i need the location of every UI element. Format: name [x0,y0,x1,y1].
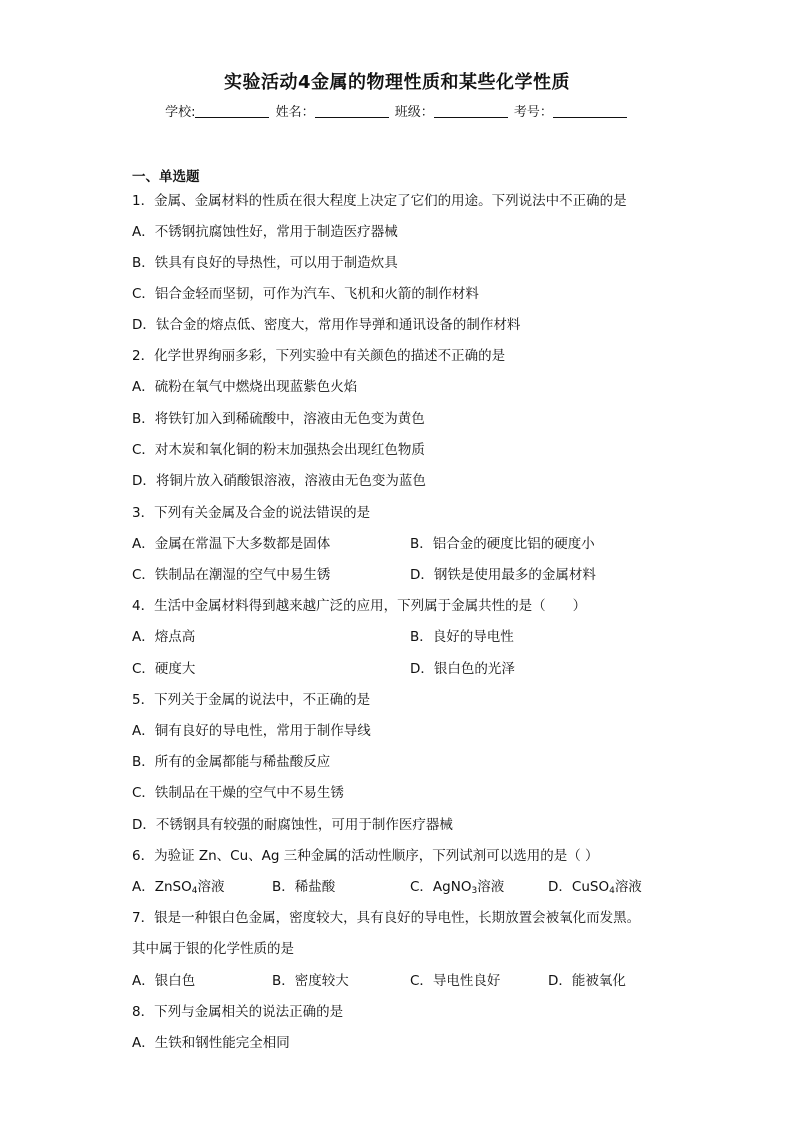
page-title: 实验活动4金属的物理性质和某些化学性质 [223,72,571,93]
exam-number-label: 考号： [513,105,553,120]
q2-stem: 2．化学世界绚丽多彩，下列实验中有关颜色的描述不正确的是 [132,348,506,364]
q4-stem: 4．生活中金属材料得到越来越广泛的应用，下列属于金属共性的是（ ） [132,598,587,614]
class-blank[interactable] [434,105,508,118]
q5-option-b: B．所有的金属都能与稀盐酸反应 [132,754,331,770]
q4-option-a: A．熔点高 [132,629,196,645]
q5-option-a: A．铜有良好的导电性，常用于制作导线 [132,723,371,739]
q8-stem: 8．下列与金属相关的说法正确的是 [132,1004,344,1020]
q1-option-d: D．钛合金的熔点低、密度大，常用作导弹和通讯设备的制作材料 [132,317,521,333]
q2-option-d: D．将铜片放入硝酸银溶液，溶液由无色变为蓝色 [132,473,426,489]
name-blank[interactable] [315,105,389,118]
q7-option-b: B．密度较大 [272,973,349,989]
q6-option-a: A．ZnSO$_4$溶液 [132,879,225,896]
q2-option-b: B．将铁钉加入到稀硫酸中，溶液由无色变为黄色 [132,411,425,427]
q7-stem-line1: 7．银是一种银白色金属，密度较大，具有良好的导电性，长期放置会被氧化而发黑。 [132,910,641,926]
q1-option-b: B．铁具有良好的导热性，可以用于制造炊具 [132,255,398,271]
q7-stem-line2: 其中属于银的化学性质的是 [132,941,294,957]
q7-option-c: C．导电性良好 [410,973,501,989]
q1-option-a: A．不锈钢抗腐蚀性好，常用于制造医疗器械 [132,224,398,240]
q2-option-a: A．硫粉在氧气中燃烧出现蓝紫色火焰 [132,379,358,395]
q5-option-c: C．铁制品在干燥的空气中不易生锈 [132,785,344,801]
q3-option-c: C．铁制品在潮湿的空气中易生锈 [132,567,331,583]
school-label: 学校: [165,105,196,120]
q3-option-d: D．钢铁是使用最多的金属材料 [410,567,596,583]
q4-option-c: C．硬度大 [132,661,196,677]
q7-option-a: A．银白色 [132,973,196,989]
q6-option-c: C．AgNO$_3$溶液 [410,879,505,896]
q5-stem: 5．下列关于金属的说法中，不正确的是 [132,692,371,708]
school-blank[interactable] [195,105,269,118]
q1-stem: 1．金属、金属材料的性质在很大程度上决定了它们的用途。下列说法中不正确的是 [132,193,627,209]
q3-stem: 3．下列有关金属及合金的说法错误的是 [132,505,371,521]
q6-stem: 6．为验证 Zn、Cu、Ag 三种金属的活动性顺序，下列试剂可以选用的是（ ） [132,848,599,864]
q3-option-b: B．铝合金的硬度比铝的硬度小 [410,536,595,552]
q5-option-d: D．不锈钢具有较强的耐腐蚀性，可用于制作医疗器械 [132,817,453,833]
class-label: 班级： [394,105,434,120]
q2-option-c: C．对木炭和氧化铜的粉末加强热会出现红色物质 [132,442,425,458]
student-info-line [0,101,794,120]
q4-option-d: D．银白色的光泽 [410,661,515,677]
exam-number-blank[interactable] [553,105,627,118]
section-heading: 一、单选题 [132,169,200,185]
q8-option-a: A．生铁和钢性能完全相同 [132,1035,290,1051]
name-label: 姓名： [275,105,315,120]
q3-option-a: A．金属在常温下大多数都是固体 [132,536,331,552]
q6-option-d: D．CuSO$_4$溶液 [548,879,642,896]
q6-option-b: B．稀盐酸 [272,879,336,895]
q7-option-d: D．能被氧化 [548,973,626,989]
q1-option-c: C．铝合金轻而坚韧，可作为汽车、飞机和火箭的制作材料 [132,286,479,302]
q4-option-b: B．良好的导电性 [410,629,514,645]
